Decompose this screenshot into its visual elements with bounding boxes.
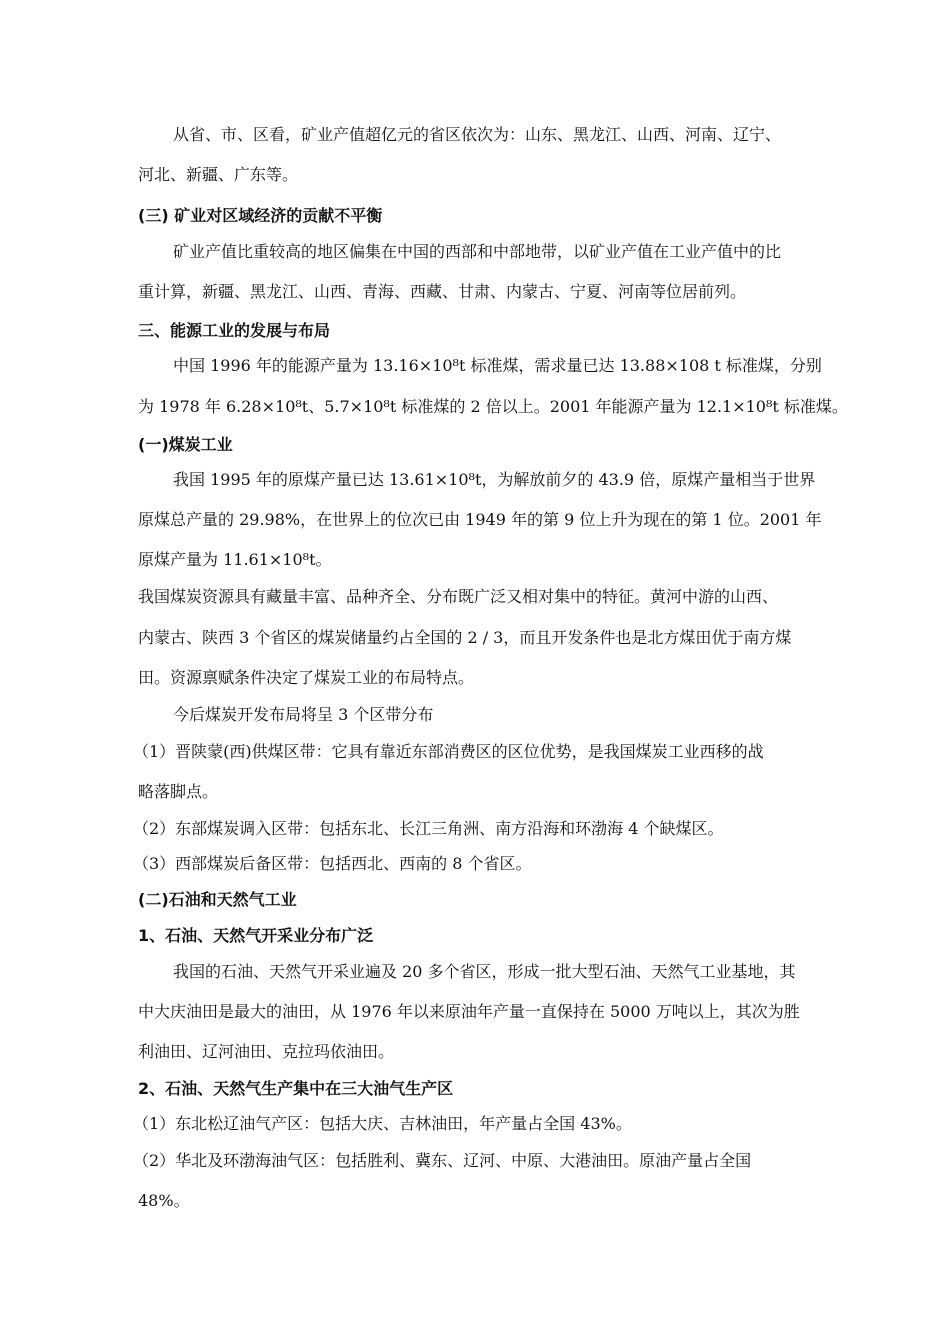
text-line: 今后煤炭开发布局将呈 3 个区带分布 [173, 705, 434, 724]
list-item: （3）西部煤炭后备区带：包括西北、西南的 8 个省区。 [133, 854, 532, 873]
text-line: 中大庆油田是最大的油田，从 1976 年以来原油年产量一直保持在 5000 万吨以上，其次为胜 [138, 1002, 800, 1021]
text-line: 内蒙古、陕西 3 个省区的煤炭储量约占全国的 2 / 3，而且开发条件也是北方煤田优于南方煤 [138, 628, 792, 647]
text-line: 我国 1995 年的原煤产量已达 13.61×10⁸t，为解放前夕的 43.9 倍，原煤产量相当于世界 [173, 470, 816, 489]
section-heading: 2、石油、天然气生产集中在三大油气生产区 [138, 1079, 454, 1098]
list-item: （1）晋陕蒙(西)供煤区带：它具有靠近东部消费区的区位优势，是我国煤炭工业西移的战 [133, 742, 764, 761]
text-line: 48%。 [138, 1191, 190, 1210]
text-line: 中国 1996 年的能源产量为 13.16×10⁸t 标准煤，需求量已达 13.88×108 t 标准煤，分别 [173, 356, 822, 375]
text-line: 略落脚点。 [138, 782, 219, 801]
text-line: 我国煤炭资源具有藏量丰富、品种齐全、分布既广泛又相对集中的特征。黄河中游的山西、 [138, 587, 779, 606]
list-item: （2）东部煤炭调入区带：包括东北、长江三角洲、南方沿海和环渤海 4 个缺煤区。 [133, 819, 724, 838]
text-line: 从省、市、区看，矿业产值超亿元的省区依次为：山东、黑龙江、山西、河南、辽宁、 [173, 125, 782, 144]
text-line: 原煤产量为 11.61×10⁸t。 [138, 550, 332, 569]
text-line: 河北、新疆、广东等。 [138, 165, 299, 184]
section-heading: 1、石油、天然气开采业分布广泛 [138, 926, 374, 945]
text-line: 利油田、辽河油田、克拉玛依油田。 [138, 1042, 395, 1061]
text-line: 原煤总产量的 29.98%，在世界上的位次已由 1949 年的第 9 位上升为现在的第 1 位。2001 年 [138, 510, 822, 529]
section-heading: (二)石油和天然气工业 [138, 890, 297, 909]
list-item: （1）东北松辽油气产区：包括大庆、吉林油田，年产量占全国 43%。 [133, 1114, 632, 1133]
section-heading: (三) 矿业对区域经济的贡献不平衡 [138, 206, 383, 225]
text-line: 矿业产值比重较高的地区偏集在中国的西部和中部地带，以矿业产值在工业产值中的比 [173, 242, 782, 261]
text-line: 田。资源禀赋条件决定了煤炭工业的布局特点。 [138, 668, 475, 687]
text-line: 为 1978 年 6.28×10⁸t、5.7×10⁸t 标准煤的 2 倍以上。2001 年能源产量为 12.1×10⁸t 标准煤。 [138, 397, 848, 416]
list-item: （2）华北及环渤海油气区：包括胜利、冀东、辽河、中原、大港油田。原油产量占全国 [133, 1151, 752, 1170]
text-line: 我国的石油、天然气开采业遍及 20 多个省区，形成一批大型石油、天然气工业基地，其 [173, 962, 796, 981]
section-heading: (一)煤炭工业 [138, 435, 233, 454]
section-heading: 三、能源工业的发展与布局 [138, 321, 331, 340]
text-line: 重计算，新疆、黑龙江、山西、青海、西藏、甘肃、内蒙古、宁夏、河南等位居前列。 [138, 282, 747, 301]
